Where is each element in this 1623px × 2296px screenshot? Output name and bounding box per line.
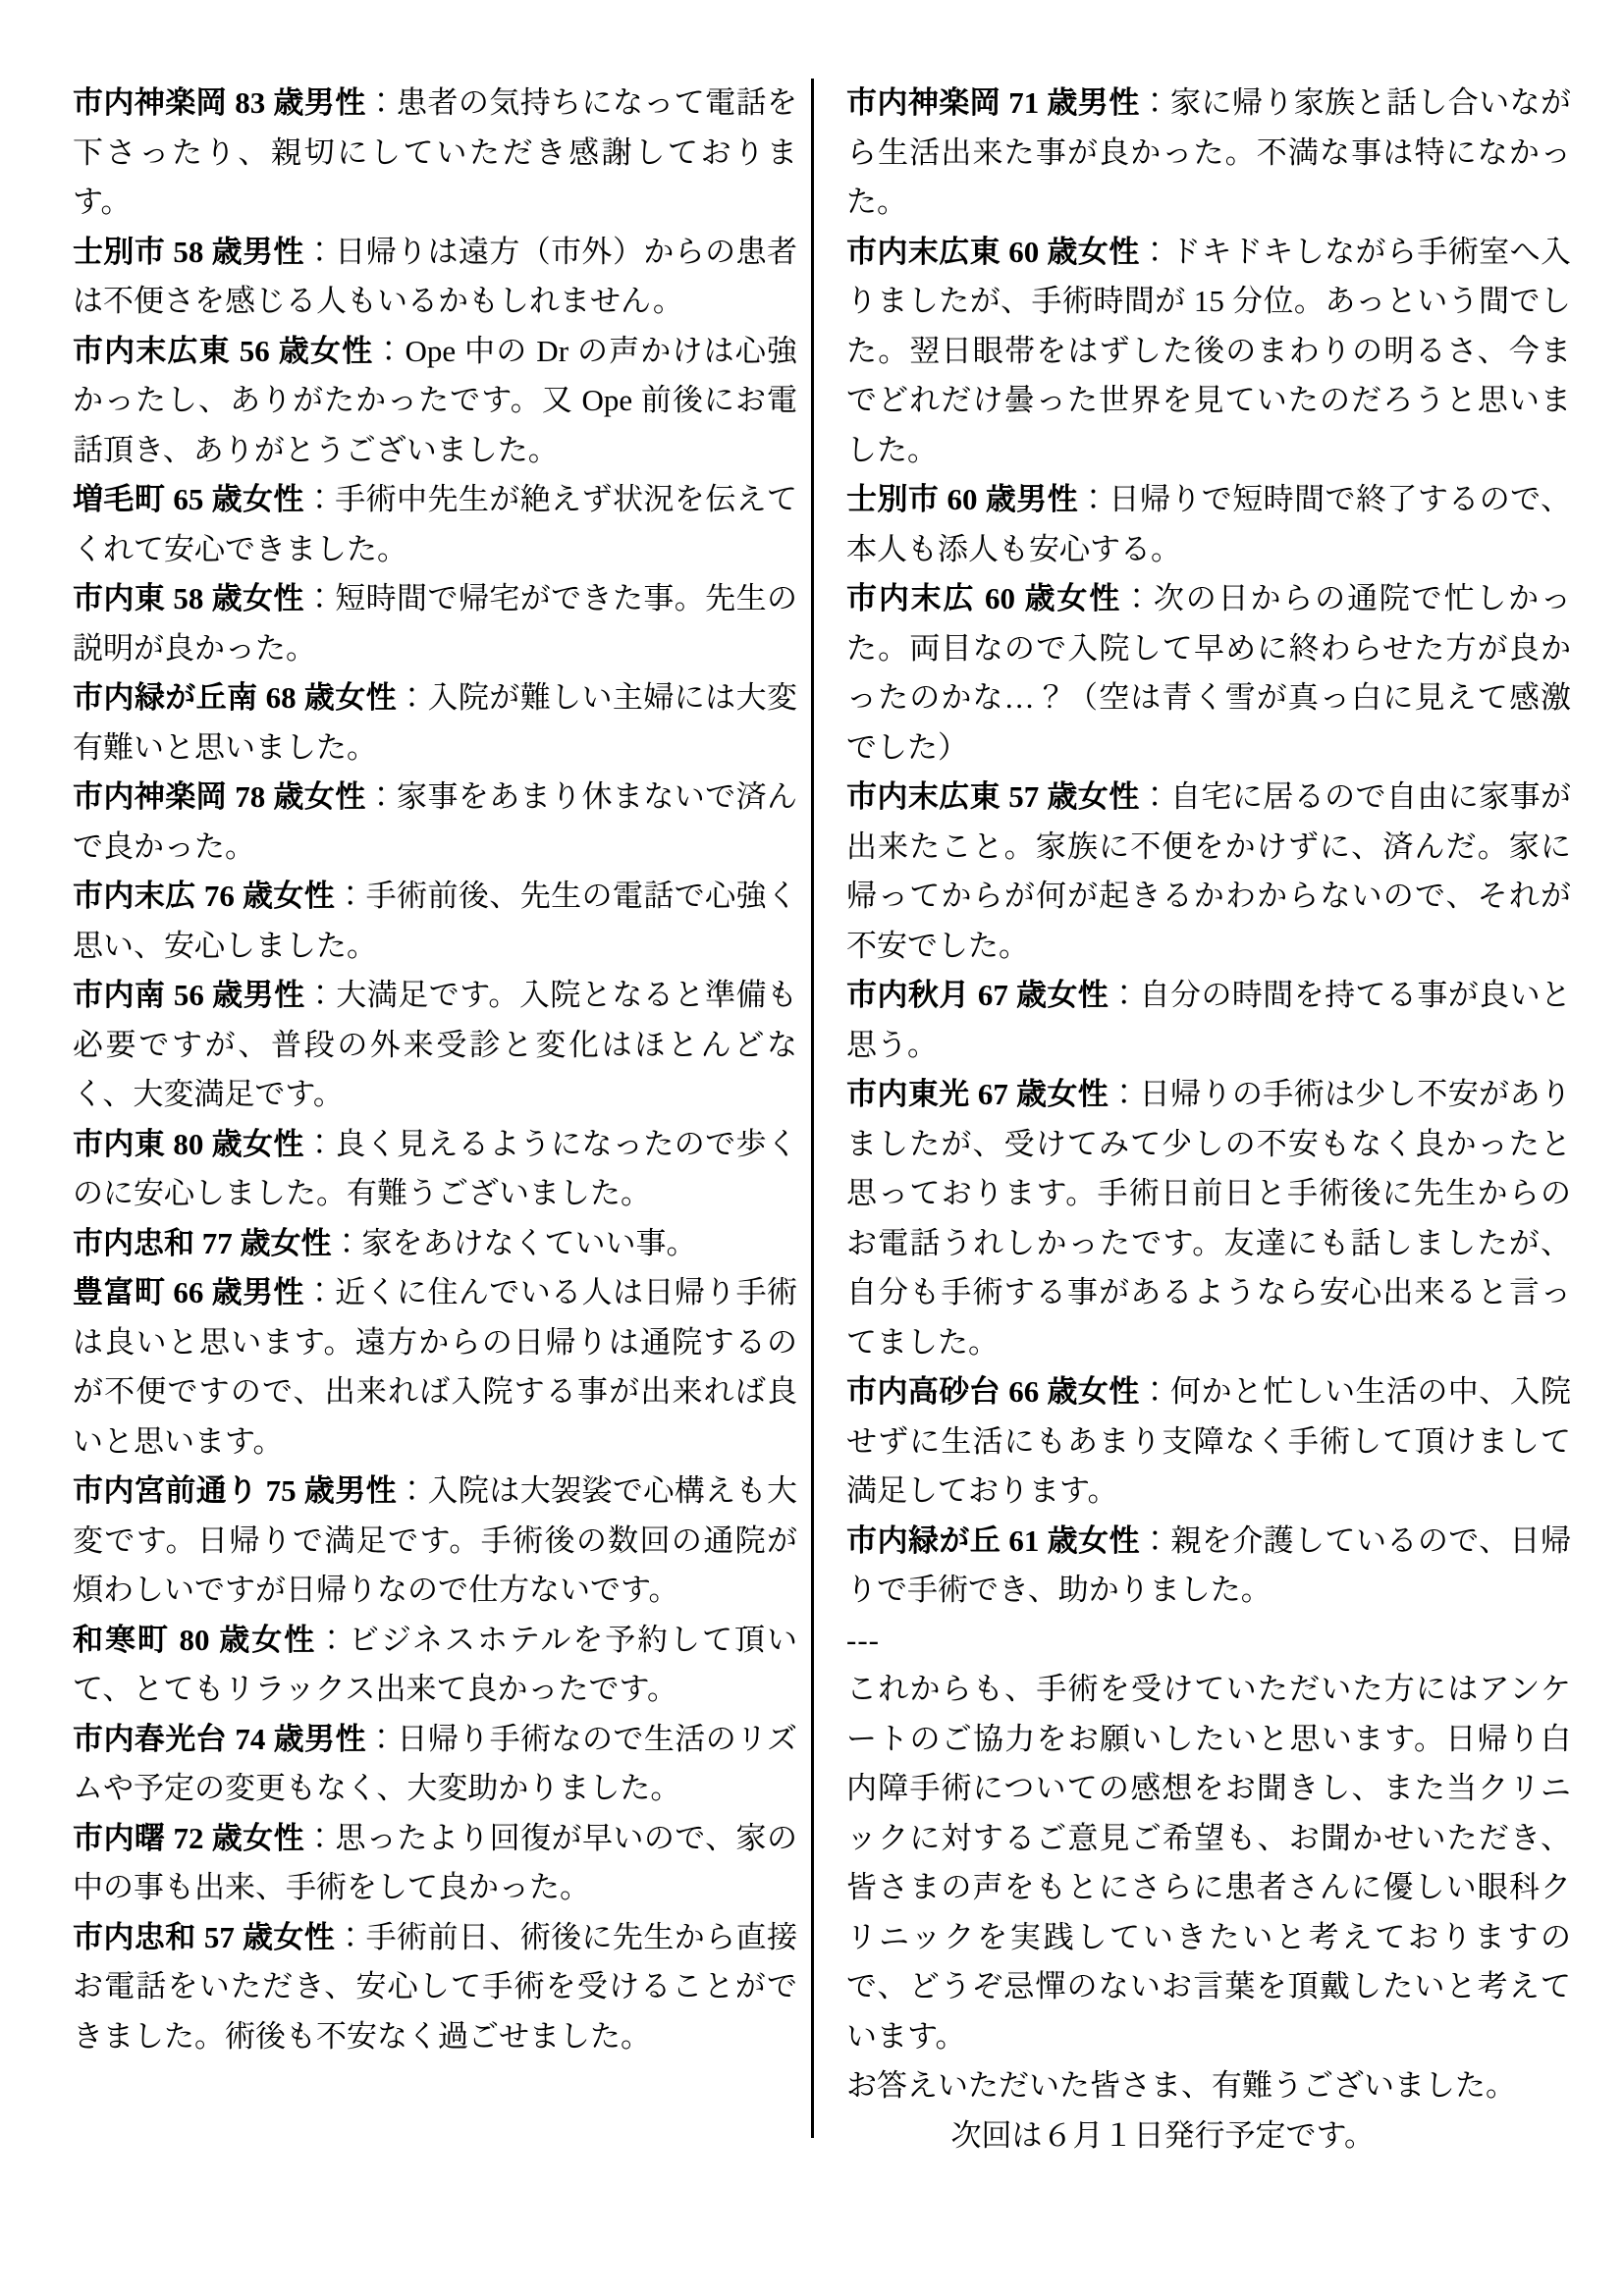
testimonial-body: ：近くに住んでいる人は日帰り手術は良いと思います。遠方からの日帰りは通院するのが不便ですので、出来れば入院する事が出来れば良いと思います。: [73, 1275, 798, 1459]
testimonial-header: 和寒町 80 歳女性: [73, 1622, 317, 1657]
testimonial-header: 市内忠和 57 歳女性: [73, 1919, 336, 1954]
testimonial: [846, 1517, 1571, 1616]
testimonial-body: ：大満足です。入院となると準備も必要ですが、普段の外来受診と変化はほとんどなく、大変満足です。: [73, 978, 797, 1111]
separator-dashes: ---: [846, 1622, 880, 1657]
testimonial-body: ：自分の時間を持てる事が良いと思う。: [846, 978, 1571, 1062]
left-column: [73, 79, 797, 2061]
testimonial-header: 増毛町 65 歳女性: [73, 482, 304, 516]
testimonial-header: 市内忠和 77 歳女性: [73, 1225, 332, 1260]
closing-paragraph-text: お答えいただいた皆さま、有難うございました。: [846, 2068, 1516, 2103]
testimonial-body: ：手術中先生が絶えず状況を伝えてくれて安心できました。: [73, 482, 798, 566]
testimonial-header: 士別市 58 歳男性: [73, 234, 304, 269]
testimonial: [846, 1070, 1571, 1367]
testimonial-header: 市内末広 76 歳女性: [73, 879, 336, 913]
right-testimonials: [846, 79, 1571, 1616]
testimonial: [73, 327, 797, 476]
testimonial-header: 市内東 80 歳女性: [73, 1126, 304, 1161]
testimonial-body: ：次の日からの通院で忙しかった。両目なので入院して早めに終わらせた方が良かったのかな…？（空は青く雪が真っ白に見えて感激でした）: [846, 581, 1572, 765]
closing-paragraphs: [846, 1665, 1571, 2111]
closing-paragraph: [846, 2061, 1571, 2111]
testimonial-body: ：日帰り手術なので生活のリズムや予定の変更もなく、大変助かりました。: [73, 1721, 797, 1805]
testimonial: [846, 574, 1571, 773]
testimonial: [73, 673, 797, 773]
testimonial-header: 士別市 60 歳男性: [846, 482, 1079, 516]
testimonial-body: ：手術前日、術後に先生から直接お電話をいただき、安心して手術を受けることができました。術後も不安なく過ごせました。: [73, 1919, 797, 2054]
closing-paragraph-text: これからも、手術を受けていただいた方にはアンケートのご協力をお願いしたいと思います。日帰り白内障手術についての感想をお聞きし、また当クリニックに対するご意見ご希望も、お聞かせいただき、皆さまの声をもとにさらに患者さんに優しい眼科クリニックを実践していきたいと考えておりますので、どうぞ忌憚のないお言葉を頂戴したいと考えています。: [846, 1672, 1571, 2054]
testimonial-body: ：短時間で帰宅ができた事。先生の説明が良かった。: [73, 581, 798, 666]
testimonial-header: 市内宮前通り 75 歳男性: [73, 1473, 398, 1508]
testimonial: [846, 79, 1571, 228]
testimonial-header: 市内春光台 74 歳男性: [73, 1721, 366, 1756]
testimonial-header: 市内末広 60 歳女性: [846, 581, 1122, 615]
testimonial: [73, 1616, 797, 1715]
testimonial-body: ：入院は大袈裟で心構えも大変です。日帰りで満足です。手術後の数回の通院が煩わしいですが日帰りなので仕方ないです。: [73, 1473, 798, 1607]
testimonial-header: 市内神楽岡 78 歳女性: [73, 779, 366, 814]
testimonial-header: 市内神楽岡 83 歳男性: [73, 85, 366, 120]
testimonial-header: 市内末広東 60 歳女性: [846, 234, 1140, 269]
testimonial-header: 市内東 58 歳女性: [73, 581, 304, 615]
testimonial-body: ：良く見えるようになったので歩くのに安心しました。有難うございました。: [73, 1126, 798, 1210]
testimonial-header: 市内高砂台 66 歳女性: [846, 1374, 1140, 1409]
testimonial-body: ：自宅に居るので自由に家事が出来たこと。家族に不便をかけずに、済んだ。家に帰ってからが何が起きるかわからないので、それが不安でした。: [846, 779, 1572, 963]
testimonial-body: ：ドキドキしながら手術室へ入りましたが、手術時間が 15 分位。あっという間でした。翌日眼帯をはずした後のまわりの明るさ、今までどれだけ曇った世界を見ていたのだろうと思いました。: [846, 234, 1572, 467]
testimonial-header: 市内曙 72 歳女性: [73, 1820, 305, 1855]
testimonial: [73, 971, 797, 1120]
testimonial-body: ：何かと忙しい生活の中、入院せずに生活にもあまり支障なく手術して頂けまして満足しております。: [846, 1374, 1572, 1508]
testimonial: [73, 1268, 797, 1467]
testimonial-body: ：入院が難しい主婦には大変有難いと思いました。: [73, 680, 798, 765]
testimonial-header: 市内秋月 67 歳女性: [846, 978, 1109, 1012]
testimonial-header: 市内東光 67 歳女性: [846, 1077, 1109, 1111]
testimonial-header: 市内末広東 57 歳女性: [846, 779, 1140, 814]
right-column: [846, 79, 1571, 2161]
testimonial: [73, 1120, 797, 1219]
testimonial-body: ：患者の気持ちになって電話を下さったり、親切にしていただき感謝しております。: [73, 85, 798, 219]
column-divider: [811, 79, 814, 2138]
testimonial-body: ：日帰りの手術は少し不安がありましたが、受けてみて少しの不安もなく良かったと思っております。手術日前日と手術後に先生からのお電話うれしかったです。友達にも話しましたが、自分も手術する事があるようなら安心出来ると言ってました。: [846, 1077, 1571, 1360]
testimonial: [73, 475, 797, 574]
testimonial-body: ：Ope 中の Dr の声かけは心強かったし、ありがたかったです。又 Ope 前後にお電話頂き、ありがとうございました。: [73, 333, 798, 467]
testimonial-body: ：手術前後、先生の電話で心強く思い、安心しました。: [73, 879, 797, 963]
testimonial: [73, 228, 797, 327]
testimonial: [846, 971, 1571, 1070]
testimonial-body: ：家事をあまり休まないで済んで良かった。: [73, 779, 798, 864]
next-issue-line: 次回は６月１日発行予定です。: [950, 2117, 1375, 2153]
testimonial-header: 市内末広東 56 歳女性: [73, 333, 374, 368]
testimonial: [73, 1715, 797, 1814]
testimonial-header: 市内南 56 歳男性: [73, 978, 305, 1012]
testimonial: [73, 1814, 797, 1913]
testimonial: [846, 773, 1571, 971]
closing-paragraph: [846, 1665, 1571, 2061]
testimonial: [73, 1467, 797, 1616]
testimonial-header: 豊富町 66 歳男性: [73, 1275, 304, 1309]
testimonial-header: 市内緑が丘南 68 歳女性: [73, 680, 398, 715]
testimonial: [73, 872, 797, 971]
testimonial: [846, 475, 1571, 574]
testimonial: [73, 79, 797, 228]
testimonial-body: ：日帰りは遠方（市外）からの患者は不便さを感じる人もいるかもしれません。: [73, 234, 798, 318]
testimonial-body: ：日帰りで短時間で終了するので、本人も添人も安心する。: [846, 482, 1571, 566]
testimonial-body: ：親を介護しているので、日帰りで手術でき、助かりました。: [846, 1522, 1571, 1607]
testimonial: [73, 1913, 797, 2062]
testimonial-body: ：思ったより回復が早いので、家の中の事も出来、手術をして良かった。: [73, 1820, 797, 1904]
testimonial: [846, 1367, 1571, 1517]
testimonial: [73, 773, 797, 872]
testimonial-body: ：家に帰り家族と話し合いながら生活出来た事が良かった。不満な事は特になかった。: [846, 85, 1572, 219]
testimonial: [73, 1219, 797, 1269]
testimonial-header: 市内神楽岡 71 歳男性: [846, 85, 1140, 120]
testimonial-header: 市内緑が丘 61 歳女性: [846, 1522, 1140, 1558]
testimonial-body: ：ビジネスホテルを予約して頂いて、とてもリラックス出来て良かったです。: [73, 1622, 797, 1706]
testimonial-body: ：家をあけなくていい事。: [331, 1225, 697, 1260]
testimonial: [846, 228, 1571, 476]
testimonial: [73, 574, 797, 673]
